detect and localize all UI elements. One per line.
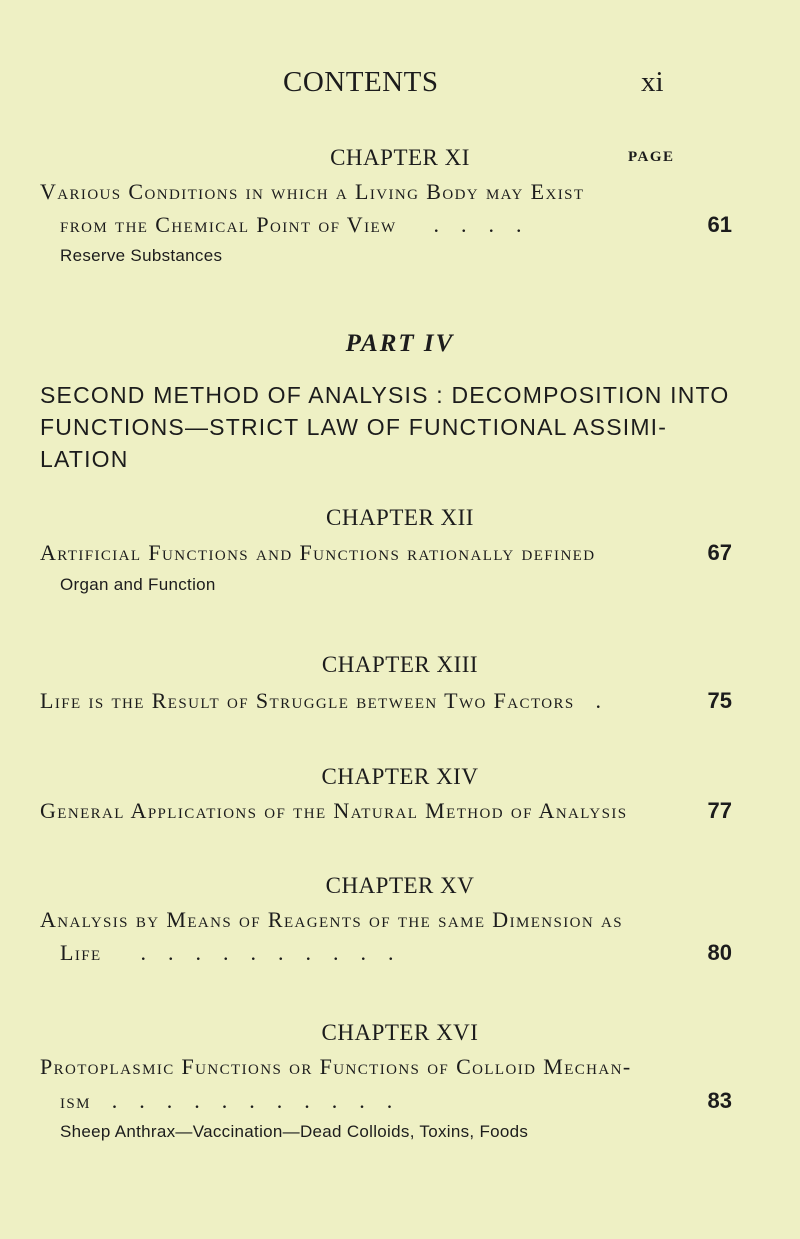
chapter-xiii-page-number: 75 [707, 688, 732, 713]
chapter-xiv-title-line1: General Applications of the Natural Method of Analysis [40, 798, 628, 823]
part-iv-subtitle: SECOND METHOD OF ANALYSIS : DECOMPOSITION INTO FUNCTIONS—STRICT LAW OF FUNCTIONAL ASSIMI- LATION [40, 382, 730, 472]
chapter-xvi-page-number: 83 [707, 1088, 732, 1113]
chapter-xiii-heading: CHAPTER XIII [321, 652, 479, 677]
chapter-xi-title-line1: Various Conditions in which a Living Body may Exist [40, 179, 585, 204]
chapter-xiv-page-number: 77 [707, 798, 732, 823]
chapter-xiii-title-line1 [40, 688, 740, 714]
chapter-xii-page-number: 67 [707, 540, 732, 565]
chapter-xvi-title-text: ism [60, 1088, 91, 1113]
page-folio: xi [641, 66, 664, 98]
chapter-xii-title-line1: Artificial Functions and Functions rationally defined [40, 540, 596, 565]
chapter-xv-title-text: Life [60, 940, 102, 965]
running-head [0, 66, 800, 106]
chapter-xiii-leaders: . [595, 688, 624, 713]
chapter-xv-leaders: .......... [140, 940, 416, 965]
chapter-xi-title-text: from the Chemical Point of View [60, 212, 397, 237]
chapter-xii-subtopics: Organ and Function [60, 575, 216, 594]
chapter-xv-heading: CHAPTER XV [325, 873, 475, 898]
page-column-label: PAGE [628, 149, 675, 165]
chapter-xvi-title-line1: Protoplasmic Functions or Functions of Colloid Mechan- [40, 1054, 632, 1079]
chapter-xvi-subtopics: Sheep Anthrax—Vaccination—Dead Colloids, Toxins, Foods [60, 1122, 529, 1141]
chapter-xi-heading: CHAPTER XI [330, 145, 470, 170]
chapter-xvi-leaders: ........... [111, 1088, 415, 1113]
chapter-xi-page-number: 61 [707, 212, 732, 237]
chapter-xv-title-line2 [60, 940, 740, 966]
chapter-xiii-title-text: Life is the Result of Struggle between Two Factors [40, 688, 575, 713]
running-title: CONTENTS [283, 66, 439, 98]
chapter-xi-title-line2 [60, 212, 740, 238]
chapter-xv-page-number: 80 [707, 940, 732, 965]
chapter-xii-heading: CHAPTER XII [326, 505, 474, 530]
chapter-xv-title-line1: Analysis by Means of Reagents of the same Dimension as [40, 907, 623, 932]
chapter-xi-leaders: .... [433, 212, 544, 237]
chapter-xvi-heading: CHAPTER XVI [321, 1020, 479, 1045]
chapter-xvi-title-line2 [60, 1088, 740, 1114]
chapter-xiv-heading: CHAPTER XIV [321, 764, 479, 789]
part-iv-title: PART IV [345, 330, 455, 357]
chapter-xi-subtopics: Reserve Substances [60, 246, 223, 265]
